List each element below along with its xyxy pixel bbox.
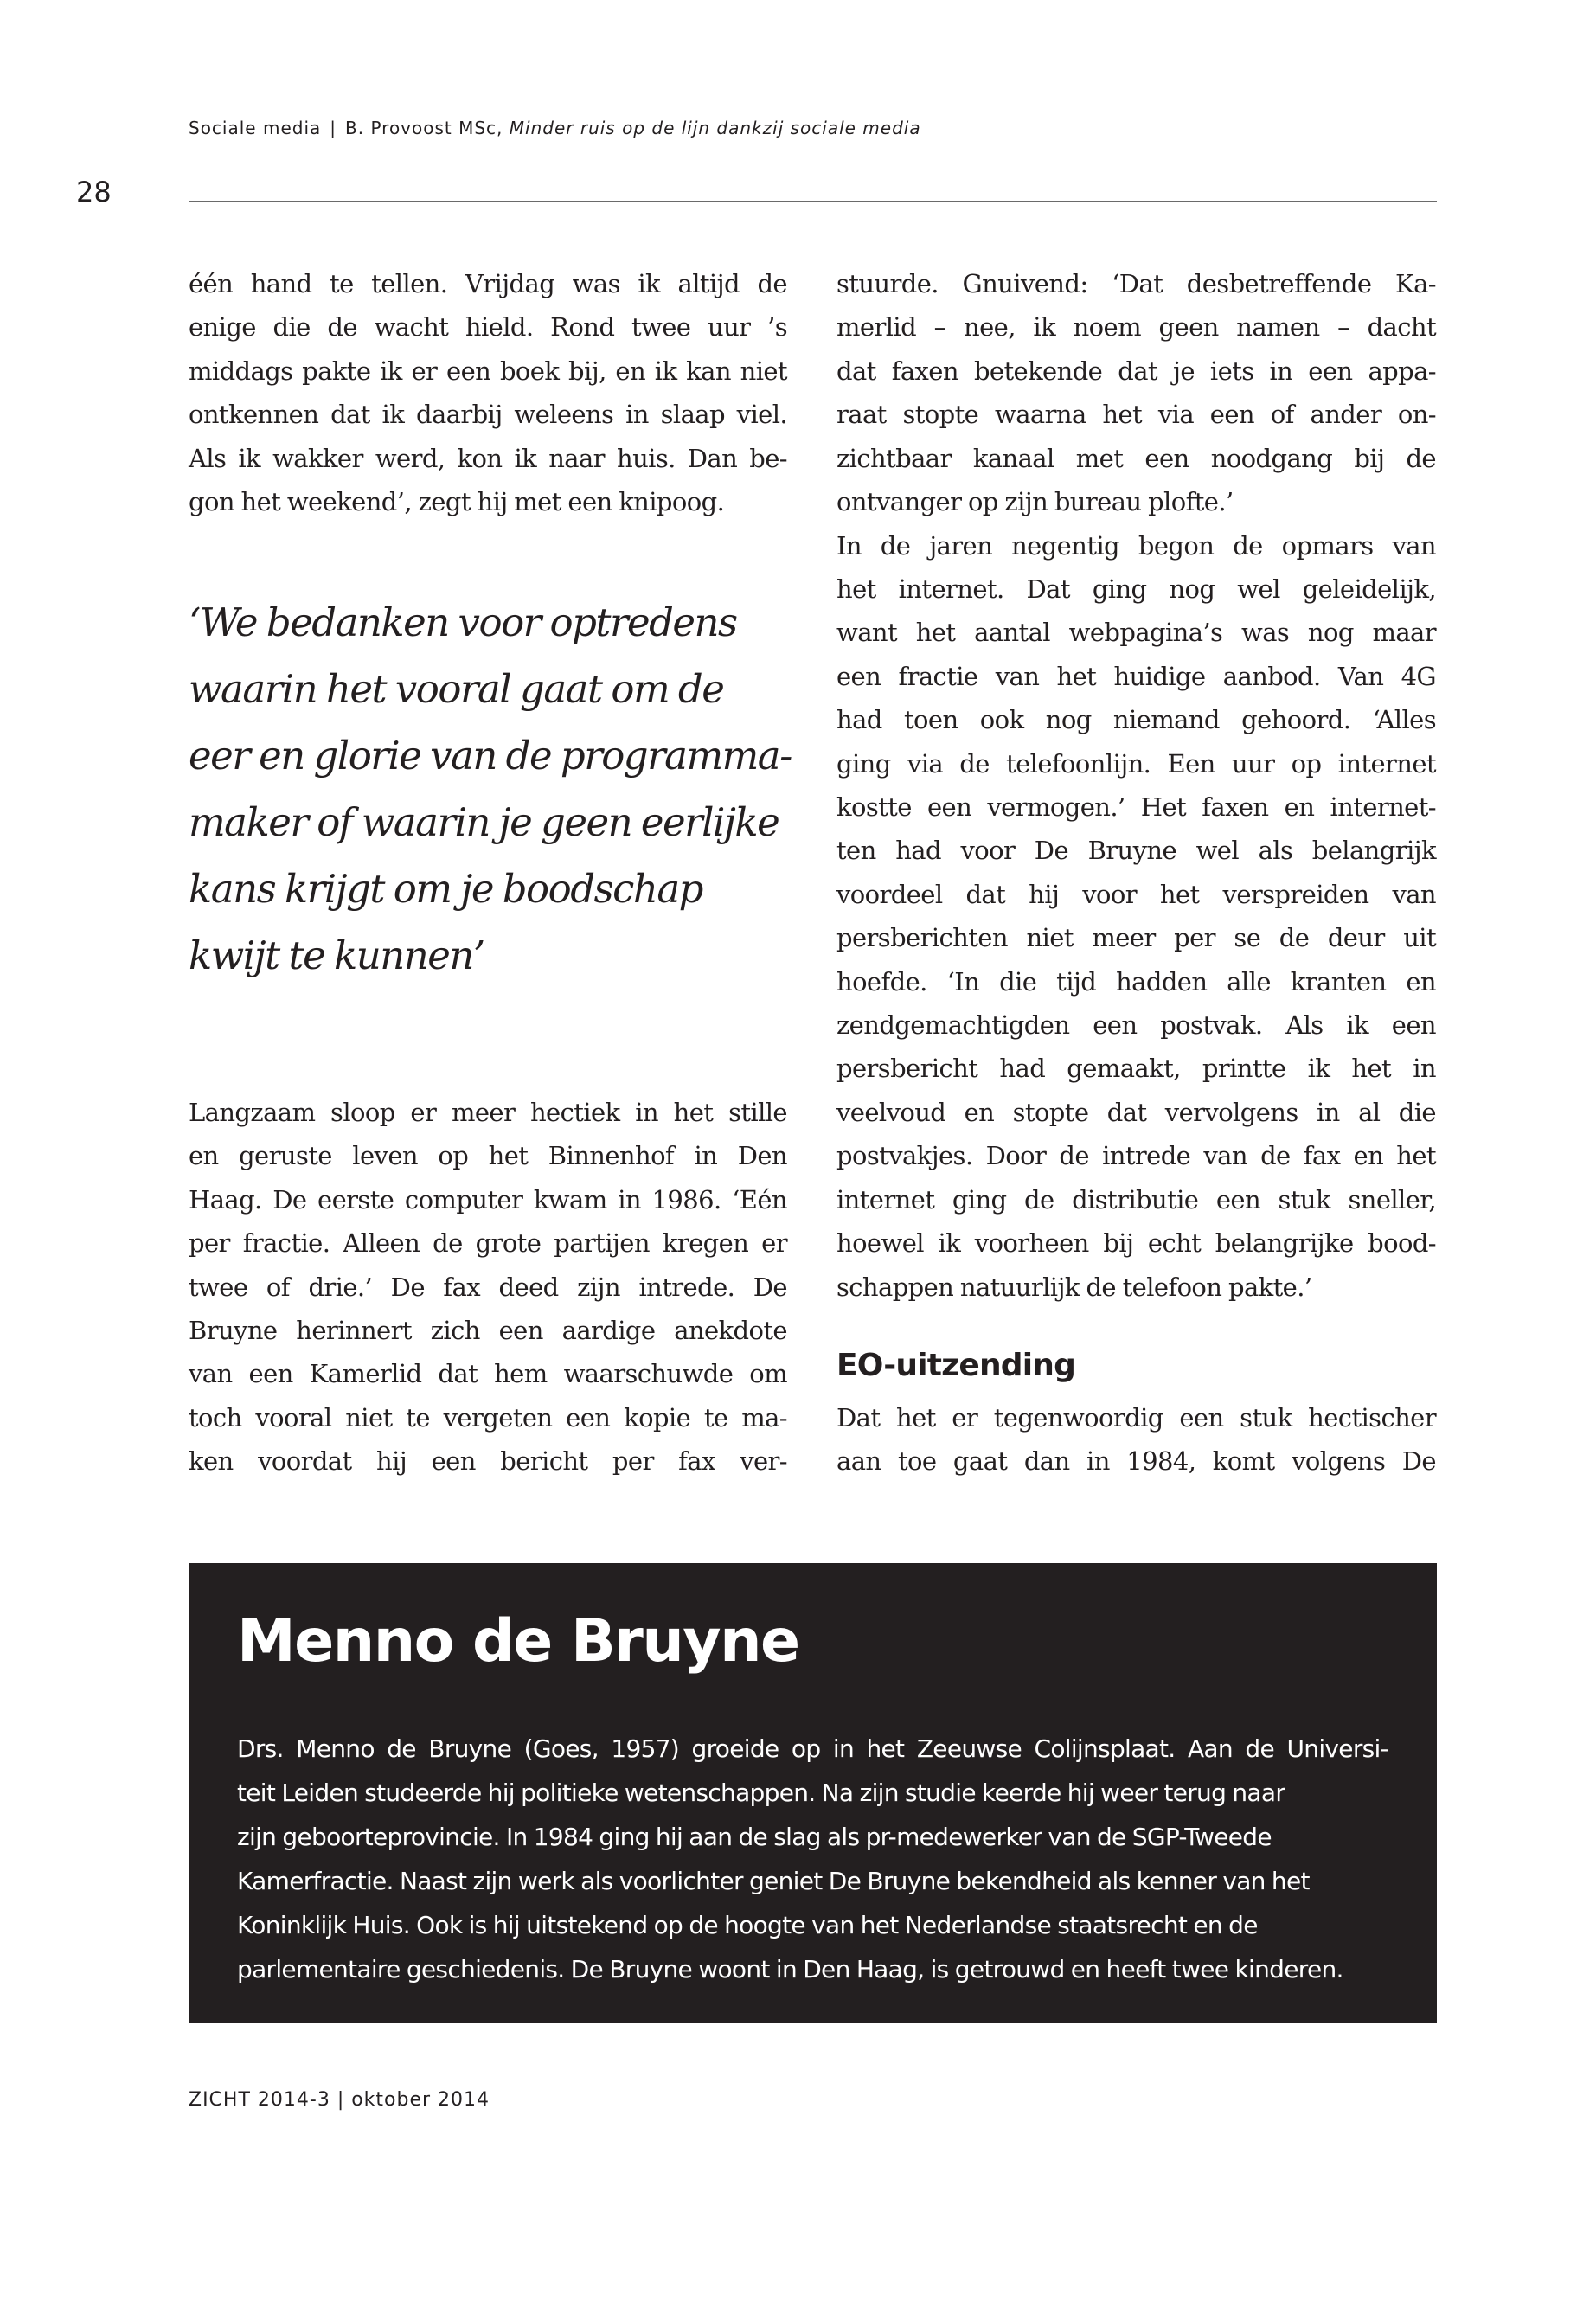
text-line: middags pakte ik er een boek bij, en ik kan niet — [189, 356, 787, 386]
bio-line: Koninklijk Huis. Ook is hij uitstekend op de hoogte van het Nederlandse staatsrecht en de — [237, 1911, 1258, 1939]
text-line: postvakjes. Door de intrede van de fax en het — [836, 1141, 1436, 1170]
bio-line: parlementaire geschiedenis. De Bruyne woont in Den Haag, is getrouwd en heeft twee kinderen. — [237, 1955, 1343, 1984]
text-line: aan toe gaat dan in 1984, komt volgens De — [836, 1446, 1436, 1476]
text-line: voordeel dat hij voor het verspreiden van — [836, 880, 1436, 909]
text-line: zichtbaar kanaal met een noodgang bij de — [836, 444, 1436, 473]
text-line: gon het weekend’, zegt hij met een knipoog. — [189, 487, 725, 516]
text-line: veelvoud en stopte dat vervolgens in al die — [836, 1098, 1436, 1127]
text-line: en geruste leven op het Binnenhof in Den — [189, 1141, 787, 1170]
running-head-separator: | — [330, 118, 337, 138]
text-line: ten had voor De Bruyne wel als belangrijk — [836, 836, 1436, 865]
text-line: kostte een vermogen.’ Het faxen en internet- — [836, 792, 1436, 822]
section-heading: EO-uitzending — [836, 1348, 1076, 1383]
pull-quote-line: kwijt te kunnen’ — [189, 933, 484, 978]
text-line: ontvanger op zijn bureau plofte.’ — [836, 487, 1234, 516]
text-line: twee of drie.’ De fax deed zijn intrede. De — [189, 1272, 787, 1302]
pull-quote-line: maker of waarin je geen eerlijke — [189, 799, 779, 845]
pull-quote-line: waarin het vooral gaat om de — [189, 666, 724, 712]
text-line: merlid – nee, ik noem geen namen – dacht — [836, 312, 1436, 342]
bio-title: Menno de Bruyne — [237, 1607, 799, 1676]
pull-quote-line: ‘We bedanken voor optredens — [189, 599, 737, 645]
text-line: dat faxen betekende dat je iets in een appa- — [836, 356, 1436, 386]
pull-quote-line: eer en glorie van de programma- — [189, 733, 792, 779]
text-line: ontkennen dat ik daarbij weleens in slaap viel. — [189, 400, 787, 429]
text-line: ging via de telefoonlijn. Een uur op internet — [836, 749, 1436, 779]
text-line: hoefde. ‘In die tijd hadden alle kranten en — [836, 967, 1436, 997]
text-line: stuurde. Gnuivend: ‘Dat desbetreffende Ka- — [836, 269, 1436, 298]
text-line: want het aantal webpagina’s was nog maar — [836, 618, 1436, 647]
text-line: enige die de wacht hield. Rond twee uur ’s — [189, 312, 787, 342]
text-line: Dat het er tegenwoordig een stuk hectischer — [836, 1403, 1436, 1433]
text-line: één hand te tellen. Vrijdag was ik altijd de — [189, 269, 787, 298]
text-line: persbericht had gemaakt, printte ik het in — [836, 1054, 1436, 1083]
text-line: hoewel ik voorheen bij echt belangrijke bood- — [836, 1228, 1436, 1258]
text-line: Haag. De eerste computer kwam in 1986. ‘Eén — [189, 1185, 787, 1215]
text-line: Als ik wakker werd, kon ik naar huis. Dan be- — [189, 444, 787, 473]
text-line: van een Kamerlid dat hem waarschuwde om — [189, 1359, 787, 1388]
bio-line: teit Leiden studeerde hij politieke wetenschappen. Na zijn studie keerde hij weer terug naar — [237, 1779, 1285, 1807]
text-line: persberichten niet meer per se de deur uit — [836, 923, 1436, 952]
running-head-section: Sociale media — [189, 118, 322, 138]
text-line: zendgemachtigden een postvak. Als ik een — [836, 1010, 1436, 1040]
text-line: schappen natuurlijk de telefoon pakte.’ — [836, 1272, 1312, 1302]
header-rule — [189, 201, 1437, 202]
text-line: raat stopte waarna het via een of ander on- — [836, 400, 1436, 429]
running-head-author: B. Provoost MSc, — [345, 118, 503, 138]
text-line: toch vooral niet te vergeten een kopie te ma- — [189, 1403, 787, 1433]
text-line: internet ging de distributie een stuk sneller, — [836, 1185, 1436, 1215]
text-line: per fractie. Alleen de grote partijen kregen er — [189, 1228, 787, 1258]
text-line: had toen ook nog niemand gehoord. ‘Alles — [836, 705, 1436, 734]
pull-quote-line: kans krijgt om je boodschap — [189, 866, 702, 912]
text-line: een fractie van het huidige aanbod. Van 4G — [836, 662, 1436, 691]
text-line: het internet. Dat ging nog wel geleidelijk, — [836, 574, 1436, 604]
bio-line: zijn geboorteprovincie. In 1984 ging hij aan de slag als pr-medewerker van de SGP-Tweede — [237, 1823, 1272, 1851]
bio-line: Kamerfractie. Naast zijn werk als voorlichter geniet De Bruyne bekendheid als kenner van het — [237, 1867, 1310, 1895]
bio-line: Drs. Menno de Bruyne (Goes, 1957) groeide op in het Zeeuwse Colijnsplaat. Aan de Universi- — [237, 1734, 1388, 1763]
text-line: ken voordat hij een bericht per fax ver- — [189, 1446, 787, 1476]
footer-issue: ZICHT 2014-3 | oktober 2014 — [189, 2089, 490, 2111]
text-line: Langzaam sloop er meer hectiek in het stille — [189, 1098, 787, 1127]
running-head-article-title: Minder ruis op de lijn dankzij sociale media — [509, 118, 921, 138]
page-number: 28 — [76, 176, 112, 208]
text-line: Bruyne herinnert zich een aardige anekdote — [189, 1316, 787, 1345]
running-head — [189, 116, 921, 140]
text-line: In de jaren negentig begon de opmars van — [836, 531, 1436, 561]
